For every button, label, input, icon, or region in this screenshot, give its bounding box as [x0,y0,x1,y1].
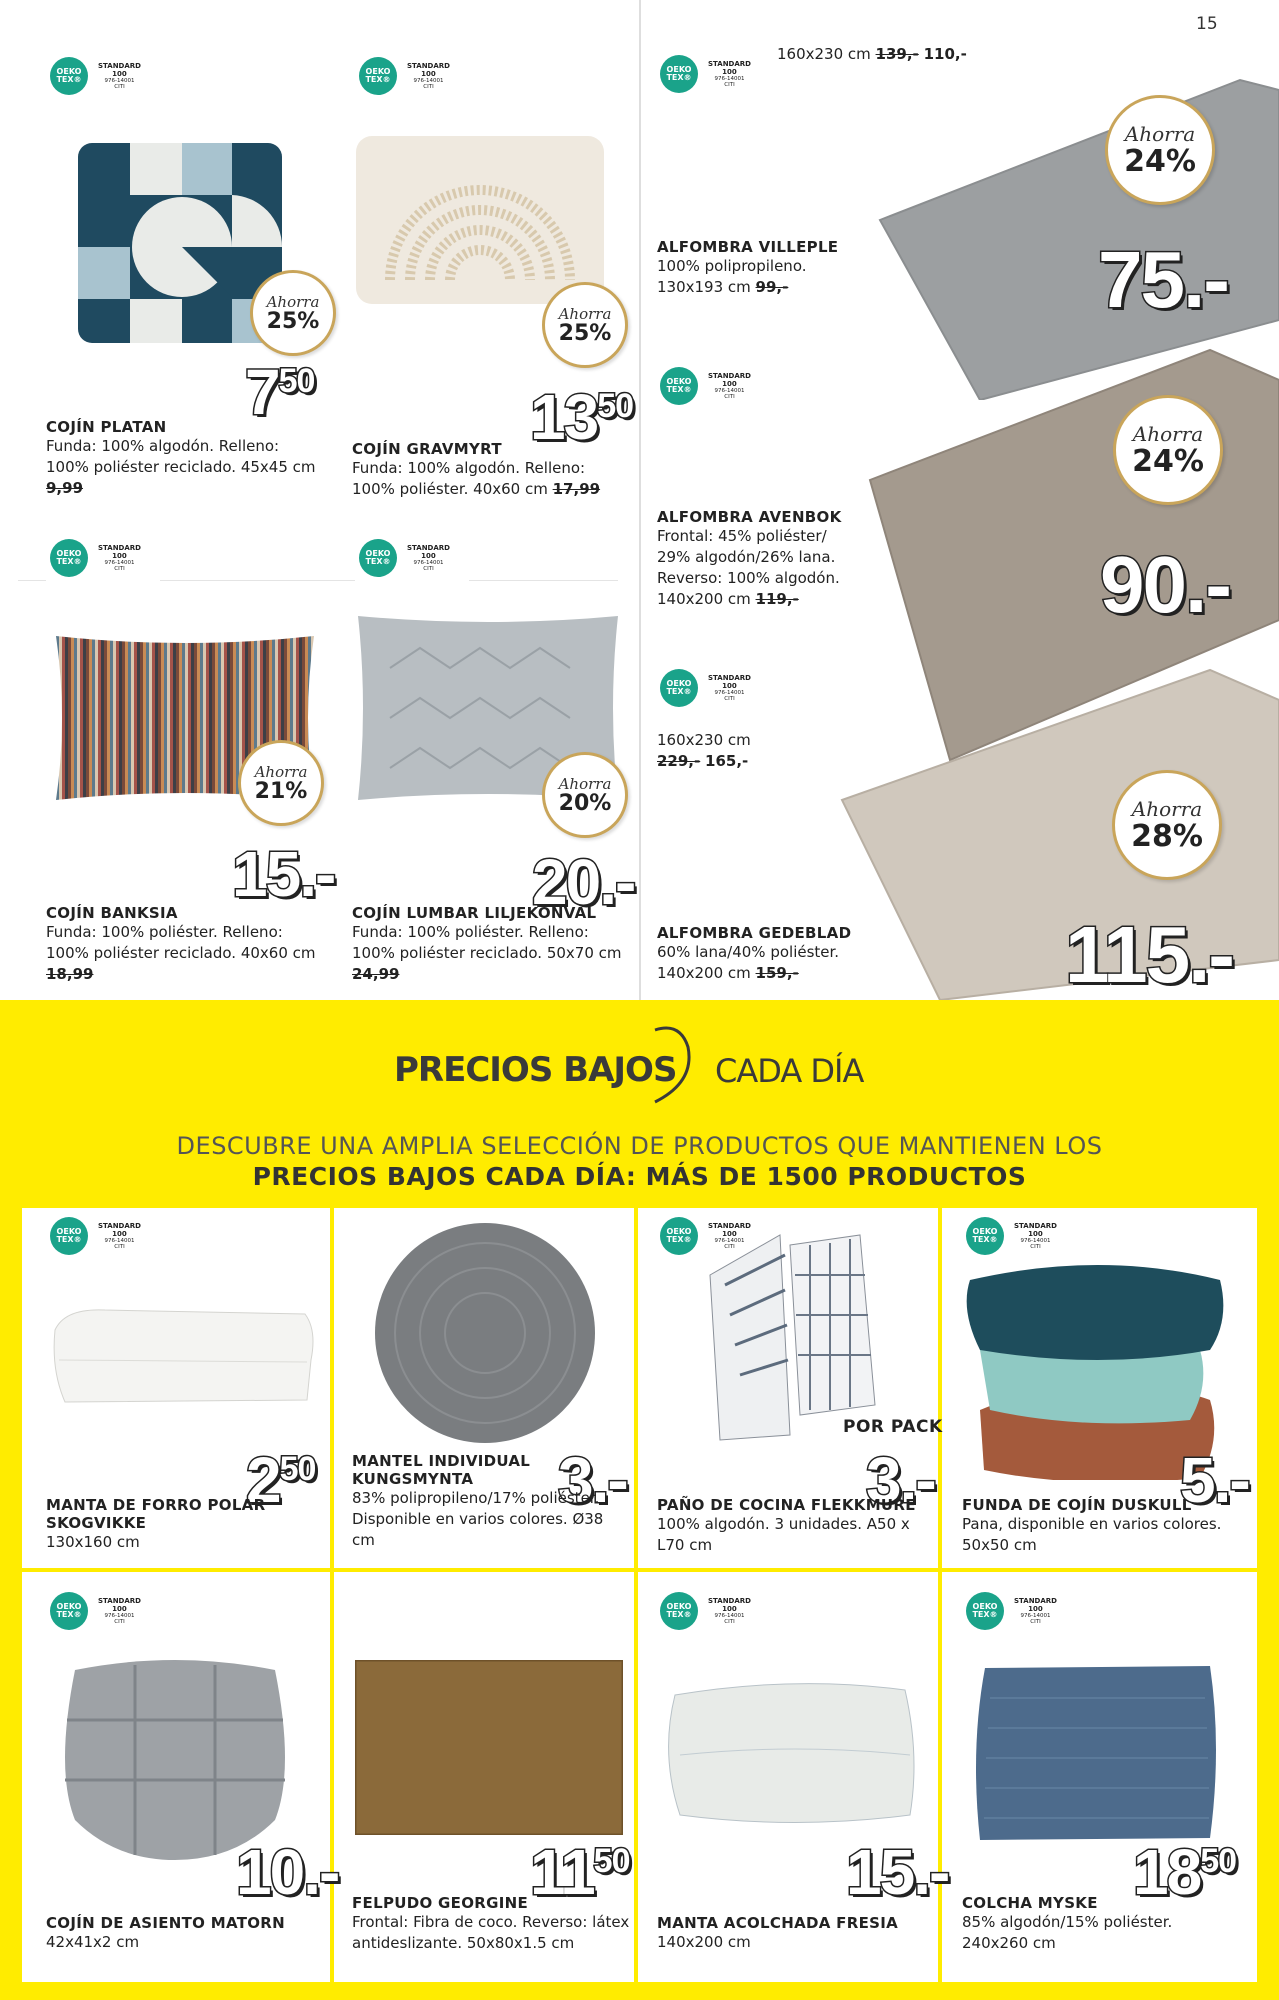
price-kungsmynta: 3.- [558,1444,627,1516]
quilt-fresia-image [655,1665,930,1835]
per-pack-tag: POR PACK [843,1417,943,1437]
oeko-tex-badge: OEKO TEX® STANDARD 100 976-14001 CITI [962,1210,1076,1262]
price-gedeblad: 115.- [1065,910,1233,999]
product-georgine: FELPUDO GEORGINE Frontal: Fibra de coco. Reverso: látex antideslizante. 50x80x1.5 cm [352,1894,630,1952]
product-fresia: MANTA ACOLCHADA FRESIA 140x200 cm [657,1914,899,1951]
price-flekkmure: 3.- [866,1444,935,1516]
discount-bubble-avenbok: Ahorra 24% [1113,395,1223,505]
oeko-tex-badge: OEKO TEX® STANDARD 100 976-14001 CITI [355,50,469,102]
product-myske: COLCHA MYSKE 85% algodón/15% poliéster. 240x260 cm [962,1894,1173,1952]
oeko-tex-badge: OEKO TEX® STANDARD 100 976-14001 CITI [962,1585,1076,1637]
price-villeple: 75.- [1098,235,1228,324]
price-avenbok: 90.- [1100,540,1230,629]
price-gravmyrt: $13^{50}$ [530,381,634,453]
oeko-tex-badge: OEKO TEX® STANDARD 100 976-14001 CITI [355,532,469,584]
product-duskull: FUNDA DE COJÍN DUSKULL Pana, disponible en varios colores. 50x50 cm [962,1496,1222,1554]
doormat-georgine-image [355,1660,623,1835]
product-villeple: ALFOMBRA VILLEPLE 100% polipropileno. 130x193 cm 99,- [657,238,839,296]
banner-line-1: DESCUBRE UNA AMPLIA SELECCIÓN DE PRODUCTOS QUE MANTIENEN LOS [176,1132,1103,1160]
product-flekkmure: PAÑO DE COCINA FLEKKMURE 100% algodón. 3 unidades. A50 x L70 cm [657,1496,916,1554]
oeko-tex-badge: OEKO TEX® STANDARD 100 976-14001 CITI [656,1585,770,1637]
oeko-tex-badge: OEKO TEX® STANDARD 100 976-14001 CITI [46,1585,160,1637]
product-platan: COJÍN PLATAN Funda: 100% algodón. Relleno: 100% poliéster reciclado. 45x45 cm 9,99 [46,418,316,497]
precios-bajos-logo: PRECIOS BAJOS CADA DÍA [390,1022,910,1112]
oeko-tex-badge: OEKO TEX® STANDARD 100 976-14001 CITI [46,50,160,102]
oeko-tex-badge: OEKO TEX® STANDARD 100 976-14001 CITI [656,662,770,714]
price-matorn: 10.- [236,1836,339,1908]
product-gedeblad: ALFOMBRA GEDEBLAD 60% lana/40% poliéster. 140x200 cm 159,- [657,924,852,982]
placemat-kungsmynta-image [370,1218,600,1448]
product-kungsmynta: MANTEL INDIVIDUAL KUNGSMYNTA 83% polipropileno/17% poliéster. Disponible en varios colores. Ø38 cm [352,1452,604,1549]
column-divider [639,0,641,1000]
oeko-tex-badge: OEKO TEX® STANDARD 100 976-14001 CITI [656,1210,770,1262]
product-banksia: COJÍN BANKSIA Funda: 100% poliéster. Relleno: 100% poliéster reciclado. 40x60 cm 18,99 [46,904,316,983]
price-myske: $18^{50}$ [1133,1836,1237,1908]
oeko-tex-badge: OEKO TEX® STANDARD 100 976-14001 CITI [46,1210,160,1262]
oeko-tex-badge: OEKO TEX® STANDARD 100 976-14001 CITI [656,48,770,100]
villeple-large-size: 160x230 cm 139,- 110,- [777,45,967,63]
price-liljekonval: 20.- [532,846,635,918]
page-number: 15 [1196,14,1218,34]
oeko-tex-badge: OEKO TEX® STANDARD 100 976-14001 CITI [656,360,770,412]
tea-towel-flekkmure-image [690,1215,890,1445]
gedeblad-large-size: 160x230 cm 229,- 165,- [657,731,751,770]
bedspread-myske-image [960,1658,1235,1848]
product-avenbok: ALFOMBRA AVENBOK Frontal: 45% poliéster/ 29% algodón/26% lana. Reverso: 100% algodón. 140x200 cm 119,- [657,508,842,608]
discount-bubble-villeple: Ahorra 24% [1105,95,1215,205]
oeko-tex-badge: OEKO TEX® STANDARD 100 976-14001 CITI [46,532,160,584]
discount-bubble-platan: Ahorra 25% [250,270,336,356]
discount-bubble-liljekonval: Ahorra 20% [542,752,628,838]
product-matorn: COJÍN DE ASIENTO MATORN 42x41x2 cm [46,1914,285,1951]
banner-line-2: PRECIOS BAJOS CADA DÍA: MÁS DE 1500 PRODUCTOS [252,1162,1027,1191]
discount-bubble-gedeblad: Ahorra 28% [1112,770,1222,880]
price-duskull: 5.- [1180,1444,1249,1516]
price-banksia: 15.- [232,838,335,910]
blanket-skogvikke-image [45,1300,320,1410]
product-liljekonval: COJÍN LUMBAR LILJEKONVAL Funda: 100% poliéster. Relleno: 100% poliéster reciclado. 50x70 cm 24,99 [352,904,622,983]
price-fresia: 15.- [846,1836,949,1908]
discount-bubble-gravmyrt: Ahorra 25% [542,282,628,368]
product-gravmyrt: COJÍN GRAVMYRT Funda: 100% algodón. Relleno: 100% poliéster. 40x60 cm 17,99 [352,440,601,498]
price-georgine: $11^{50}$ [530,1836,630,1908]
product-skogvikke: MANTA DE FORRO POLAR SKOGVIKKE 130x160 cm [46,1496,266,1551]
discount-bubble-banksia: Ahorra 21% [238,740,324,826]
price-platan: $7^{50}$ [245,356,315,428]
price-skogvikke: $2^{50}$ [246,1444,316,1516]
